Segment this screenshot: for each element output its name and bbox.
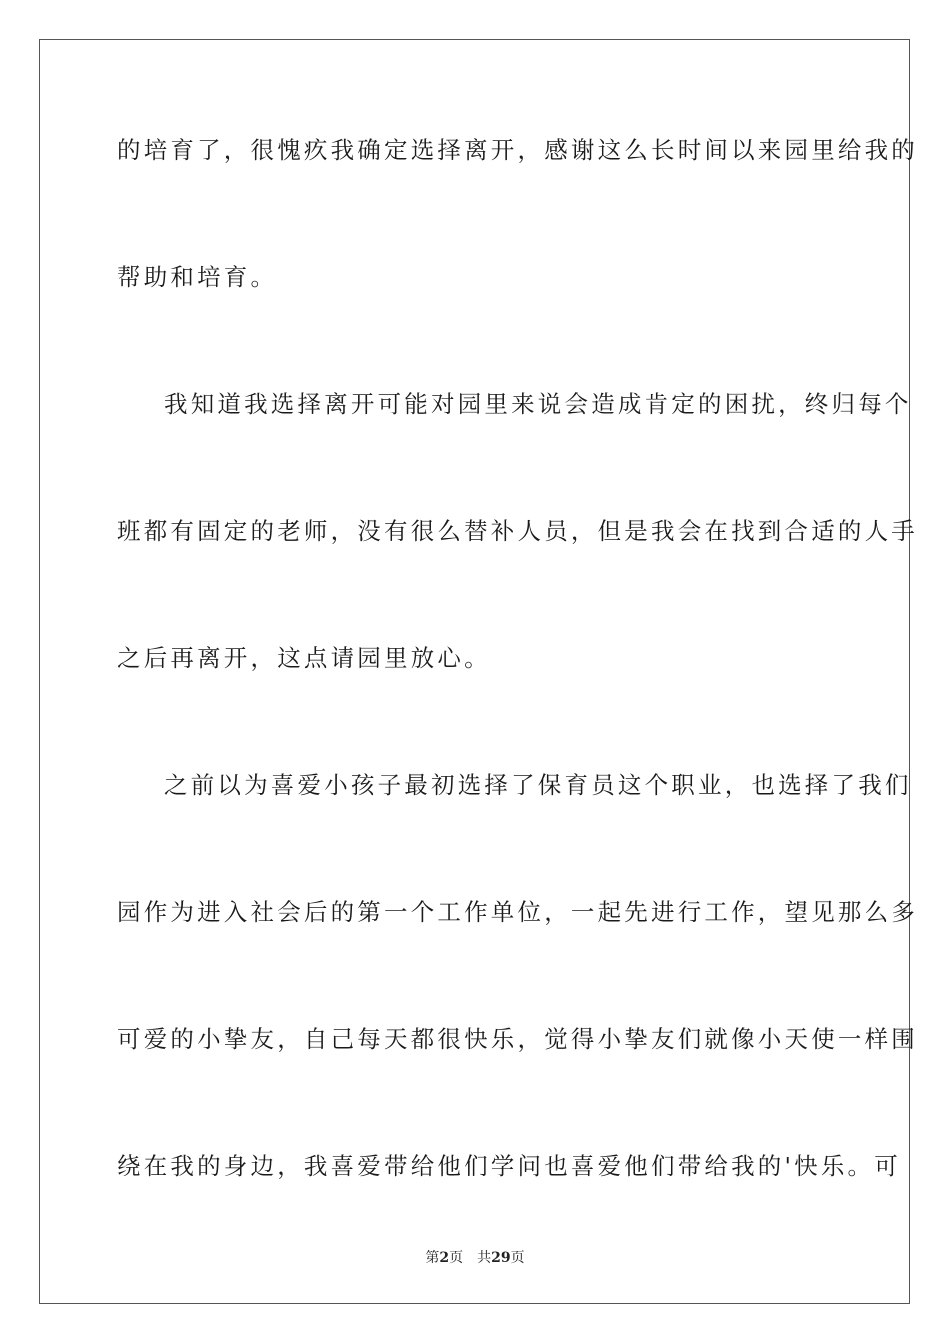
text-line-4: 班都有固定的老师，没有很么替补人员，但是我会在找到合适的人手 — [117, 517, 918, 545]
total-prefix: 共 — [477, 1250, 492, 1266]
document-body — [117, 120, 918, 1263]
text-line-8: 可爱的小挚友，自己每天都很快乐，觉得小挚友们就像小天使一样围 — [117, 1025, 918, 1053]
text-line-9: 绕在我的身边，我喜爱带给他们学问也喜爱他们带给我的'快乐。可 — [117, 1152, 901, 1180]
total-suffix: 页 — [510, 1250, 525, 1266]
page-suffix: 页 — [449, 1250, 464, 1266]
text-line-1: 的培育了，很愧疚我确定选择离开，感谢这么长时间以来园里给我的 — [117, 136, 918, 164]
page-number: 2 — [439, 1250, 450, 1266]
page-prefix: 第 — [425, 1250, 440, 1266]
text-line-5: 之后再离开，这点请园里放心。 — [117, 644, 491, 672]
text-line-3: 我知道我选择离开可能对园里来说会造成肯定的困扰，终归每个 — [164, 390, 912, 418]
page-footer — [0, 1247, 950, 1267]
total-pages: 29 — [491, 1250, 511, 1266]
text-line-2: 帮助和培育。 — [117, 263, 278, 291]
text-line-6: 之前以为喜爱小孩子最初选择了保育员这个职业，也选择了我们 — [164, 771, 912, 799]
text-line-7: 园作为进入社会后的第一个工作单位，一起先进行工作，望见那么多 — [117, 898, 918, 926]
